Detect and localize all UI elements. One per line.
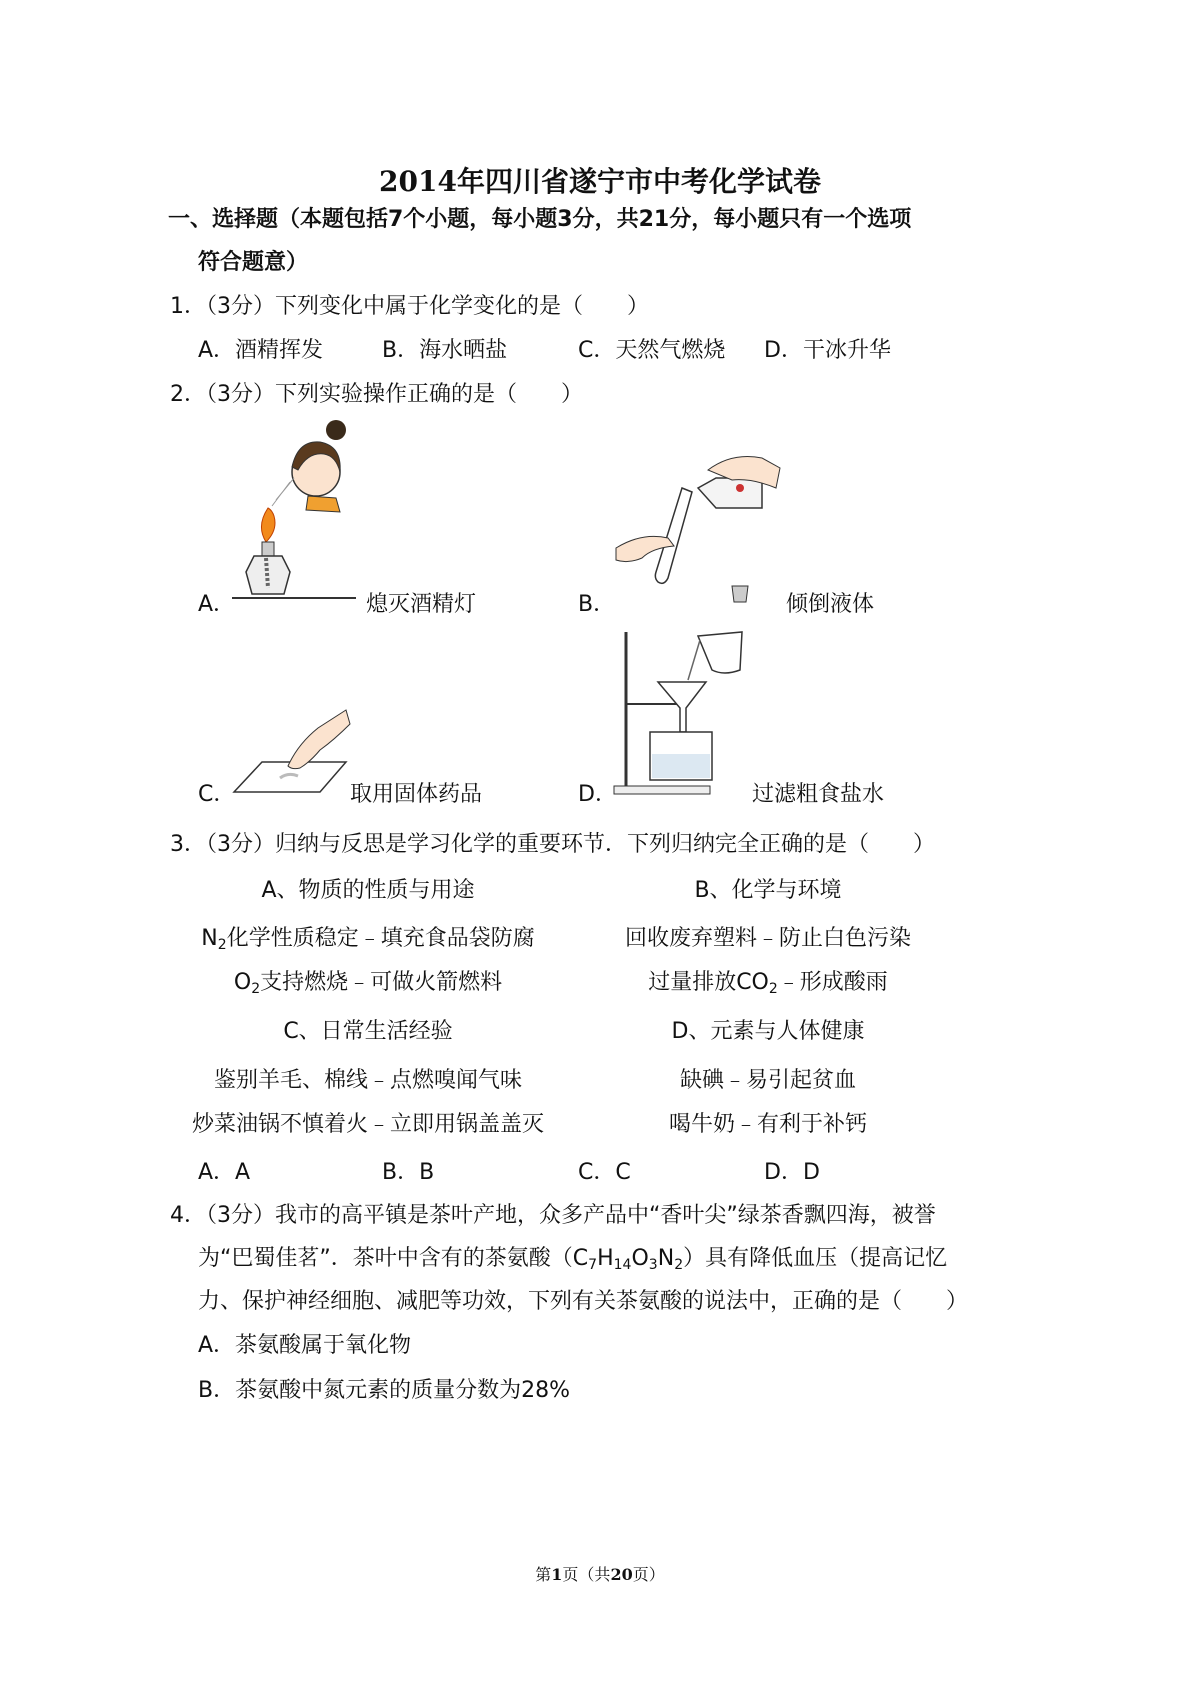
q2-stem: 2．（3分）下列实验操作正确的是（ ） <box>170 382 583 407</box>
q2-option-b-letter: B． <box>578 592 616 617</box>
q1-stem: 1．（3分）下列变化中属于化学变化的是（ ） <box>170 294 649 319</box>
q3-a-line1: $N_2$化学性质稳定﹣填充食品袋防腐 <box>201 926 535 953</box>
q3-option-a: A．A <box>198 1160 251 1185</box>
q3-c-line1: 鉴别羊毛、棉线﹣点燃嗅闻气味 <box>213 1068 522 1093</box>
q3-option-b: B．B <box>382 1160 435 1185</box>
q2-option-c-letter: C． <box>198 782 236 807</box>
q4-option-b: B．茶氨酸中氮元素的质量分数为28% <box>198 1378 570 1403</box>
figure-alcohol-lamp <box>228 412 358 612</box>
q3-option-c: C．C <box>578 1160 631 1185</box>
q4-line3: 力、保护神经细胞、减肥等功效，下列有关茶氨酸的说法中，正确的是（ ） <box>198 1289 969 1314</box>
section-heading-cont: 符合题意） <box>198 250 309 275</box>
q3-c-head: C、日常生活经验 <box>283 1019 453 1044</box>
q3-d-line1: 缺碘﹣易引起贫血 <box>679 1068 856 1093</box>
figure-solid-reagent <box>228 704 352 798</box>
q1-option-c: C．天然气燃烧 <box>578 338 726 363</box>
q2-option-a-letter: A． <box>198 592 236 617</box>
q3-b-line1: 回收废弃塑料﹣防止白色污染 <box>624 926 911 951</box>
section-heading: 一、选择题（本题包括7个小题，每小题3分，共21分，每小题只有一个选项 <box>168 207 912 232</box>
figure-filtration <box>612 626 752 798</box>
figure-pouring-liquid <box>612 448 782 608</box>
q4-line1: 4．（3分）我市的高平镇是茶叶产地，众多产品中“香叶尖”绿茶香飘四海，被誉 <box>170 1203 936 1228</box>
q3-d-line2: 喝牛奶﹣有利于补钙 <box>668 1112 867 1137</box>
q3-stem: 3．（3分）归纳与反思是学习化学的重要环节．下列归纳完全正确的是（ ） <box>170 832 935 857</box>
page-footer: 第1页（共20页） <box>535 1565 665 1584</box>
q3-option-d: D．D <box>764 1160 820 1185</box>
page-title: 2014年四川省遂宁市中考化学试卷 <box>379 165 821 198</box>
q2-option-a-caption: 熄灭酒精灯 <box>366 592 477 617</box>
q1-option-d: D．干冰升华 <box>764 338 891 363</box>
q4-line2: 为“巴蜀佳茗”．茶叶中含有的茶氨酸$(C_7H_{14}O_3N_2)$具有降低血压（提高记忆 <box>198 1246 948 1273</box>
q2-option-b-caption: 倾倒液体 <box>786 592 875 617</box>
q4-option-a: A．茶氨酸属于氧化物 <box>198 1333 412 1358</box>
q3-d-head: D、元素与人体健康 <box>671 1019 865 1044</box>
q1-option-a: A．酒精挥发 <box>198 338 324 363</box>
q1-option-b: B．海水晒盐 <box>382 338 508 363</box>
q3-b-line2: 过量排放$CO_2﹣$形成酸雨 <box>648 970 888 997</box>
q3-a-line2: $O_2$支持燃烧﹣可做火箭燃料 <box>233 970 503 997</box>
q3-a-head: A、物质的性质与用途 <box>261 878 475 903</box>
q2-option-c-caption: 取用固体药品 <box>350 782 483 807</box>
q3-c-line2: 炒菜油锅不慎着火﹣立即用锅盖盖灭 <box>191 1112 544 1137</box>
q2-option-d-caption: 过滤粗食盐水 <box>752 782 885 807</box>
q3-b-head: B、化学与环境 <box>694 878 842 903</box>
q2-option-d-letter: D． <box>578 782 617 807</box>
